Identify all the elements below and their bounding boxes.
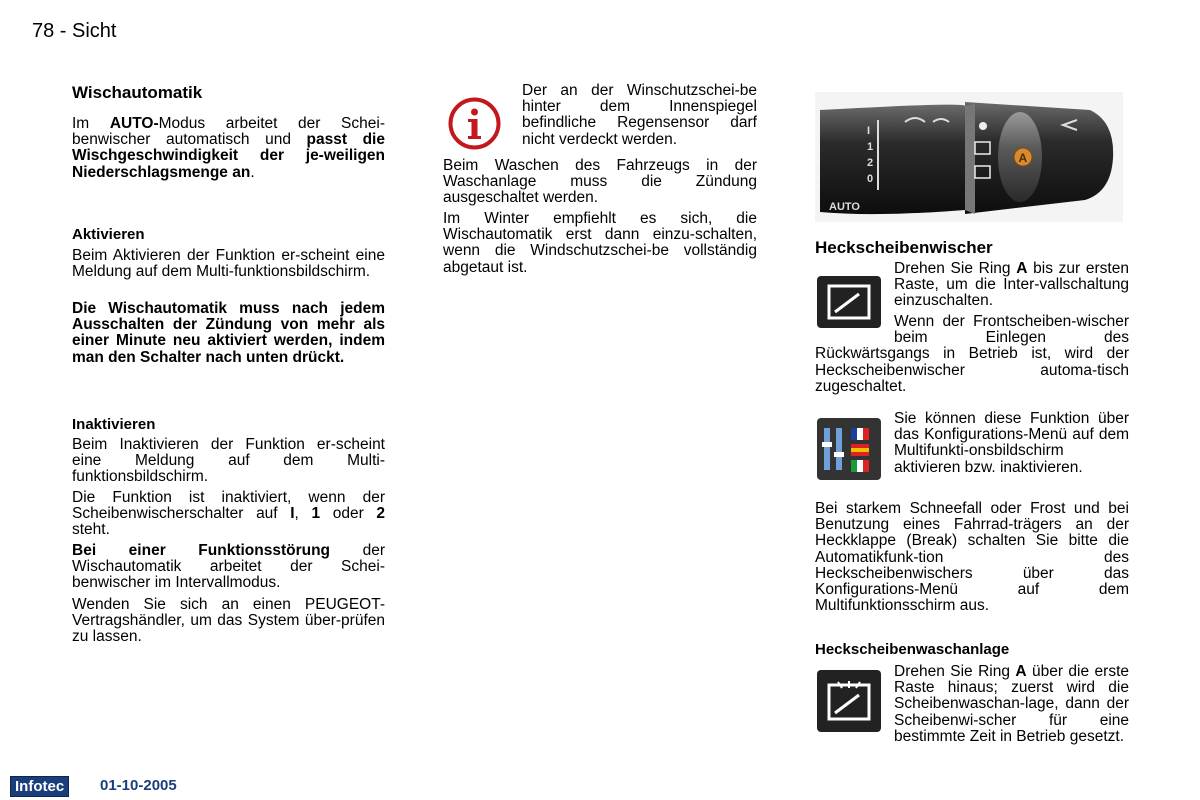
intro-paragraph: Im AUTO-Modus arbeitet der Schei-benwischer automatisch und passt die Wischgeschwindigkeit der je-weiligen Niederschlagsmenge an. <box>72 115 385 181</box>
svg-text:2: 2 <box>867 157 874 169</box>
config-menu-icon <box>817 418 881 480</box>
svg-text:I: I <box>867 125 871 137</box>
deactivate-text: Beim Inaktivieren der Funktion er-scheint eine Meldung auf dem Multi-funktionsbildschirm. <box>72 436 385 486</box>
section-title-wischautomatik: Wischautomatik <box>72 83 203 102</box>
subtitle-inaktivieren: Inaktivieren <box>72 416 156 433</box>
rear-washer-icon <box>817 670 881 732</box>
subtitle-heckscheibenwaschanlage: Heckscheibenwaschanlage <box>815 641 1010 658</box>
section-title-heckscheibenwischer: Heckscheibenwischer <box>815 238 993 257</box>
config-text: Sie können diese Funktion über das Konfigurations-Menü auf dem Multifunkti-onsbildschirm aktivieren bzw. inaktivieren. <box>894 410 1129 476</box>
snow-text: Bei starkem Schneefall oder Frost und bei Benutzung eines Fahrrad-trägers an der Heckklappe (Break) schalten Sie bitte die Automatikfunk-tion des Heckscheibenwischers über das Konfigurations-Menü auf dem Multifunktionsschirm aus. <box>815 500 1129 615</box>
page-header: 78 - Sicht <box>32 20 117 42</box>
activate-text: Beim Aktivieren der Funktion er-scheint eine Meldung auf dem Multi-funktionsbildschirm. <box>72 247 385 281</box>
info-icon <box>447 96 502 151</box>
dealer-text: Wenden Sie sich an einen PEUGEOT-Vertragshändler, um das System über-prüfen zu lassen. <box>72 596 385 646</box>
rear-washer-text: Drehen Sie Ring A über die erste Raste hinaus; zuerst wird die Scheibenwaschan-lage, dann der Scheibenwi-scher für eine bestimmte Zeit in Betrieb gesetzt. <box>894 663 1129 745</box>
infotec-logo: Infotec <box>10 776 69 797</box>
deactivate-condition: Die Funktion ist inaktiviert, wenn der Scheibenwischerschalter auf I, 1 oder 2 steht. <box>72 489 385 539</box>
winter-text: Im Winter empfiehlt es sich, die Wischautomatik erst dann einzu-schalten, wenn die Windschutzschei-be vollständig abgetaut ist. <box>443 210 757 276</box>
wiper-stalk-image <box>815 92 1123 222</box>
auto-label: AUTO <box>829 201 860 213</box>
svg-text:1: 1 <box>867 141 874 153</box>
malfunction-text: Bei einer Funktionsstörung der Wischautomatik arbeitet der Schei-benwischer im Intervallmodus. <box>72 542 385 592</box>
carwash-text: Beim Waschen des Fahrzeugs in der Waschanlage muss die Zündung ausgeschaltet werden. <box>443 157 757 207</box>
sensor-note: Der an der Winschutzschei-be hinter dem Innenspiegel befindliche Regensensor darf nicht verdeckt werden. <box>522 82 757 148</box>
activate-warning: Die Wischautomatik muss nach jedem Ausschalten der Zündung von mehr als einer Minute neu aktiviert werden, indem man den Schalter nach unten drückt. <box>72 300 385 366</box>
rear-wiper-ring-text: Drehen Sie Ring A bis zur ersten Raste, um die Inter-vallschaltung einzuschalten. <box>894 260 1129 310</box>
svg-text:0: 0 <box>867 173 874 185</box>
subtitle-aktivieren: Aktivieren <box>72 226 145 243</box>
ring-a-label: A <box>1018 151 1028 165</box>
reverse-gear-text: Wenn der Frontscheiben-wischer beim Einlegen des Rückwärtsgangs in Betrieb ist, wird der Heckscheibenwischer automa-tisch zugeschaltet. <box>815 313 1129 395</box>
footer-date: 01-10-2005 <box>100 777 177 794</box>
